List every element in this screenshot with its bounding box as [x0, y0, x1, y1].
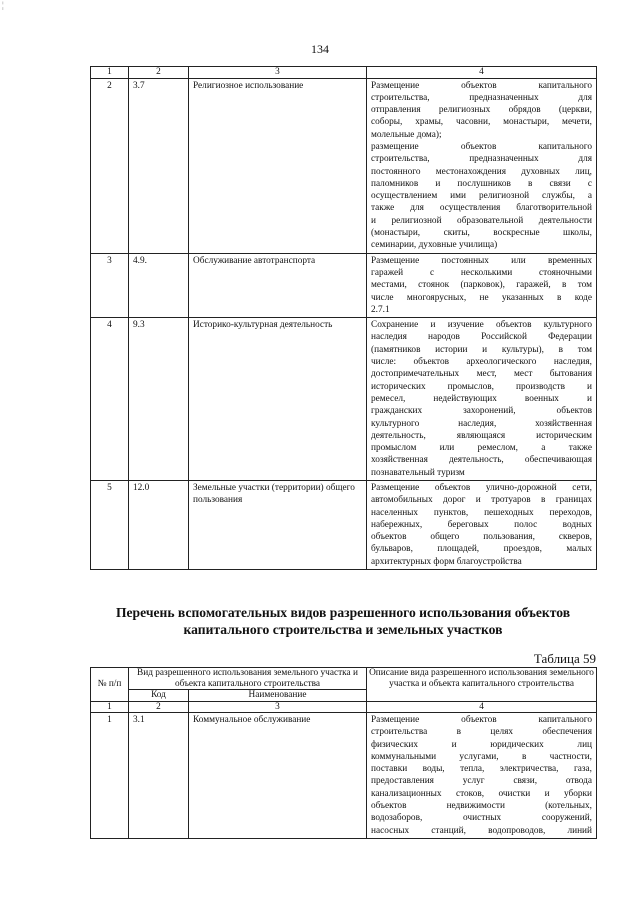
row-number: 5: [91, 481, 129, 570]
table-row: [91, 78, 597, 253]
use-name: Земельные участки (территории) общего пользования: [189, 481, 367, 570]
page-number: 134: [311, 42, 329, 56]
column-index: 2: [129, 67, 189, 79]
use-name: Религиозное использование: [189, 78, 367, 253]
margin-mark: ¦: [2, 0, 4, 10]
table-caption: Таблица 59: [533, 651, 596, 666]
table-row: [91, 481, 597, 570]
column-index: 4: [367, 67, 597, 79]
column-index: 3: [189, 67, 367, 79]
column-index: 1: [91, 67, 129, 79]
table-row: [91, 713, 597, 839]
column-index: 1: [91, 701, 129, 713]
table-row: [91, 253, 597, 317]
use-code: 3.7: [129, 78, 189, 253]
header-row: [91, 668, 597, 690]
use-description: Сохранение и изучение объектов культурного наследия народов Российской Федерации (памятников истории и культуры), в том числе: объектов археологического наследия, достопримечательных мест, мест бытования исторических промыслов, производств и ремесел, недействующих военных и гражданских захоронений, объектов культурного наследия, хозяйственная деятельность, являющаяся историческим промыслом или ремеслом, а также хозяйственная деятельность, обеспечивающая познавательный туризм: [367, 318, 597, 481]
row-number: 1: [91, 713, 129, 839]
column-index: 2: [129, 701, 189, 713]
use-code: 12.0: [129, 481, 189, 570]
row-number: 3: [91, 253, 129, 317]
table-row: [91, 318, 597, 481]
use-code: 9.3: [129, 318, 189, 481]
column-header-name: Наименование: [189, 690, 367, 702]
use-code: 3.1: [129, 713, 189, 839]
column-index-row: [91, 701, 597, 713]
column-header-kind: Вид разрешенного использования земельного участка и объекта капитального строительства: [129, 668, 367, 690]
use-name: Историко-культурная деятельность: [189, 318, 367, 481]
column-header-code: Код: [129, 690, 189, 702]
row-number: 4: [91, 318, 129, 481]
column-header-description: Описание вида разрешенного использования земельного участка и объекта капитального строительства: [367, 668, 597, 702]
row-number: 2: [91, 78, 129, 253]
land-use-table-continued: [90, 66, 597, 570]
use-description: Размещение постоянных или временных гаражей с несколькими стояночными местами, стоянок (парковок), гаражей, в том числе многоярусных, не указанных в коде 2.7.1: [367, 253, 597, 317]
use-name: Обслуживание автотранспорта: [189, 253, 367, 317]
use-code: 4.9.: [129, 253, 189, 317]
column-header-number: № п/п: [91, 668, 129, 702]
use-description: Размещение объектов капитального строительства, предназначенных для отправления религиозных обрядов (церкви, соборы, храмы, часовни, монастыри, мечети, молельные дома); размещение объектов капитального строительства, предназначенных для постоянного местонахождения духовных лиц, паломников и послушников в связи с осуществлением ими религиозной службы, а также для осуществления благотворительной и религиозной образовательной деятельности (монастыри, скиты, воскресные школы, семинарии, духовные училища): [367, 78, 597, 253]
use-name: Коммунальное обслуживание: [189, 713, 367, 839]
column-index-row: [91, 67, 597, 79]
auxiliary-use-table: [90, 667, 597, 839]
use-description: Размещение объектов улично-дорожной сети, автомобильных дорог и тротуаров в границах населенных пунктов, пешеходных переходов, набережных, береговых полос водных объектов общего пользования, скверов, бульваров, площадей, проездов, малых архитектурных форм благоустройства: [367, 481, 597, 570]
column-index: 4: [367, 701, 597, 713]
section-title: Перечень вспомогательных видов разрешенного использования объектов капитального строительства и земельных участков: [115, 605, 571, 637]
column-index: 3: [189, 701, 367, 713]
use-description: Размещение объектов капитального строительства в целях обеспечения физических и юридических лиц коммунальными услугами, в частности, поставки воды, тепла, электричества, газа, предоставления услуг связи, отвода канализационных стоков, очистки и уборки объектов недвижимости (котельных, водозаборов, очистных сооружений, насосных станций, водопроводов, линий: [367, 713, 597, 839]
